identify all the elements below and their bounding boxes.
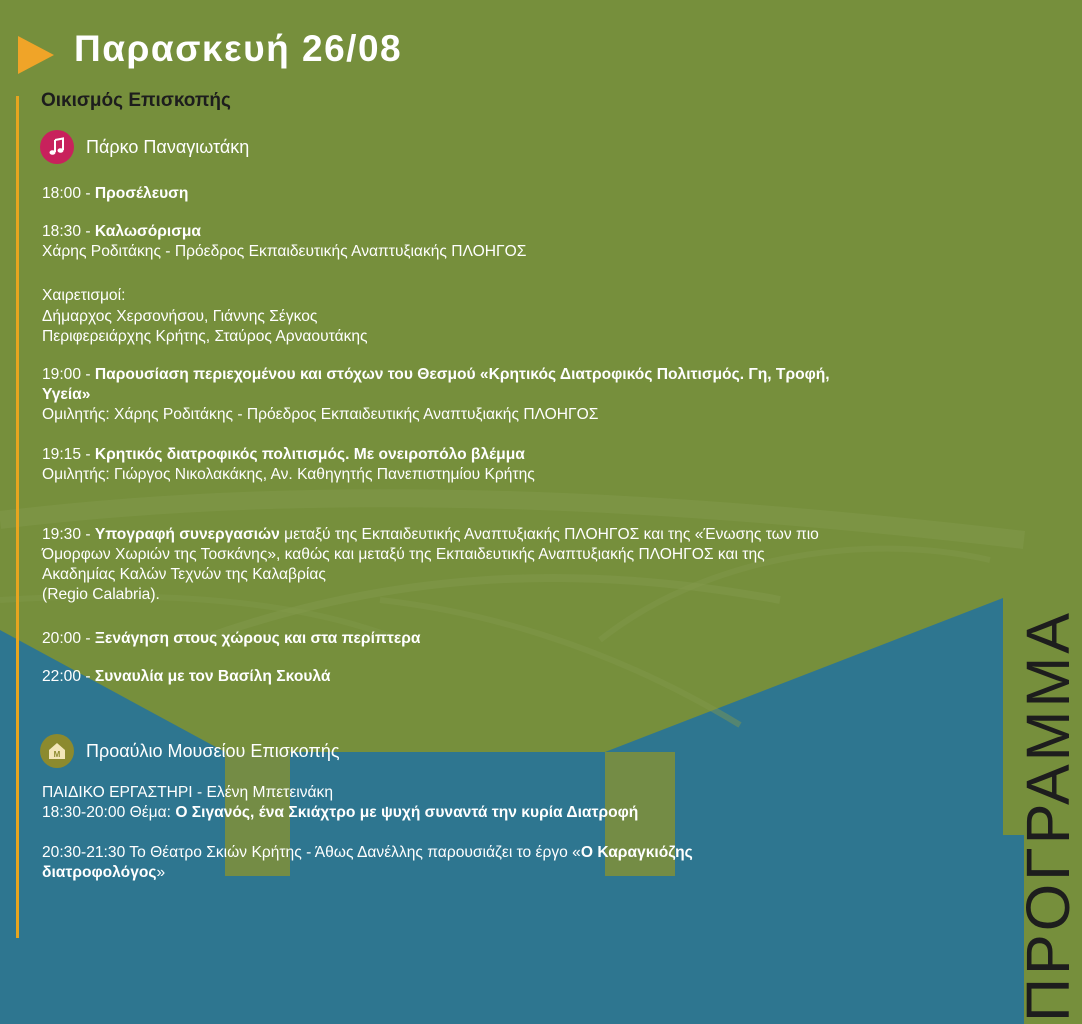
- music-note-icon: [40, 130, 74, 164]
- play-triangle-icon: [18, 36, 54, 74]
- item-title-cont: Υγεία»: [42, 386, 91, 403]
- item-title: Συναυλία με τον Βασίλη Σκουλά: [94, 668, 331, 685]
- venue-park-label: Πάρκο Παναγιωτάκη: [86, 136, 250, 157]
- item-time: 18:30 -: [42, 223, 95, 240]
- greetings-label: Χαιρετισμοί:: [42, 287, 126, 304]
- shadow-theatre: [42, 843, 982, 883]
- schedule-item-1930: [42, 525, 982, 605]
- item-speaker: Ομιλητής: Χάρης Ροδιτάκης - Πρόεδρος Εκπαιδευτικής Αναπτυξιακής ΠΛΟΗΓΟΣ: [42, 406, 599, 423]
- item-time: 20:00 -: [42, 630, 95, 647]
- greetings-block: [42, 286, 982, 347]
- venue-museum: [40, 734, 340, 768]
- kids-workshop: [42, 783, 982, 823]
- item-time: 19:00 -: [42, 366, 95, 383]
- workshop-title: ΠΑΙΔΙΚΟ ΕΡΓΑΣΤΗΡΙ - Ελένη Μπετεινάκη: [42, 784, 334, 801]
- schedule-item-1915: [42, 445, 982, 485]
- schedule-item-1830: [42, 222, 982, 262]
- theatre-play-cont: διατροφολόγος: [42, 864, 157, 881]
- item-title: Υπογραφή συνεργασιών: [94, 526, 280, 543]
- theatre-close: »: [156, 864, 166, 881]
- schedule-item-2000: [42, 629, 982, 649]
- day-title: Παρασκευή 26/08: [74, 28, 403, 69]
- schedule-item-1800: [42, 184, 982, 204]
- item-title: Κρητικός διατροφικός πολιτισμός. Με ονειροπόλο βλέμμα: [94, 446, 525, 463]
- item-speaker: Ομιλητής: Γιώργος Νικολακάκης, Αν. Καθηγητής Πανεπιστημίου Κρήτης: [42, 466, 535, 483]
- greetings-line: Δήμαρχος Χερσονήσου, Γιάννης Σέγκος: [42, 308, 318, 325]
- museum-icon: [40, 734, 74, 768]
- item-time: 18:00 -: [42, 185, 95, 202]
- item-time: 22:00 -: [42, 668, 95, 685]
- item-time: 19:30 -: [42, 526, 95, 543]
- greetings-line: Περιφερειάρχης Κρήτης, Σταύρος Αρναουτάκης: [42, 328, 368, 345]
- item-text: Όμορφων Χωριών της Τοσκάνης», καθώς και μεταξύ της Εκπαιδευτικής Αναπτυξιακής ΠΛΟΗΓΟΣ και της: [42, 546, 765, 563]
- item-detail: Χάρης Ροδιτάκης - Πρόεδρος Εκπαιδευτικής Αναπτυξιακής ΠΛΟΗΓΟΣ: [42, 243, 527, 260]
- item-title: Ξενάγηση στους χώρους και στα περίπτερα: [94, 630, 421, 647]
- item-title: Παρουσίαση περιεχομένου και στόχων του Θεσμού «Κρητικός Διατροφικός Πολιτισμός. Γη, Τροφή,: [94, 366, 830, 383]
- theatre-text: 20:30-21:30 Το Θέατρο Σκιών Κρήτης - Άθως Δανέλλης παρουσιάζει το έργο «: [42, 844, 581, 861]
- settlement-name: Οικισμός Επισκοπής: [41, 90, 231, 111]
- schedule-item-1900: [42, 365, 982, 425]
- venue-museum-label: Προαύλιο Μουσείου Επισκοπής: [86, 740, 340, 761]
- workshop-time: 18:30-20:00 Θέμα:: [42, 804, 176, 821]
- item-title: Προσέλευση: [94, 185, 189, 202]
- item-text: (Regio Calabria).: [42, 586, 160, 603]
- venue-park: [40, 130, 249, 164]
- item-time: 19:15 -: [42, 446, 95, 463]
- museum-icon-letter: M: [53, 750, 61, 759]
- item-text: Ακαδημίας Καλών Τεχνών της Καλαβρίας: [42, 566, 326, 583]
- programme-vertical-title: ΠΡΟΓΡΑΜΜΑ: [1014, 610, 1082, 1022]
- item-text: μεταξύ της Εκπαιδευτικής Αναπτυξιακής ΠΛΟΗΓΟΣ και της «Ένωσης των πιο: [279, 526, 819, 543]
- schedule-item-2200: [42, 667, 982, 687]
- item-title: Καλωσόρισμα: [94, 223, 202, 240]
- timeline-line: [16, 96, 19, 938]
- workshop-theme: Ο Σιγανός, ένα Σκιάχτρο με ψυχή συναντά την κυρία Διατροφή: [175, 804, 639, 821]
- theatre-play: Ο Καραγκιόζης: [580, 844, 693, 861]
